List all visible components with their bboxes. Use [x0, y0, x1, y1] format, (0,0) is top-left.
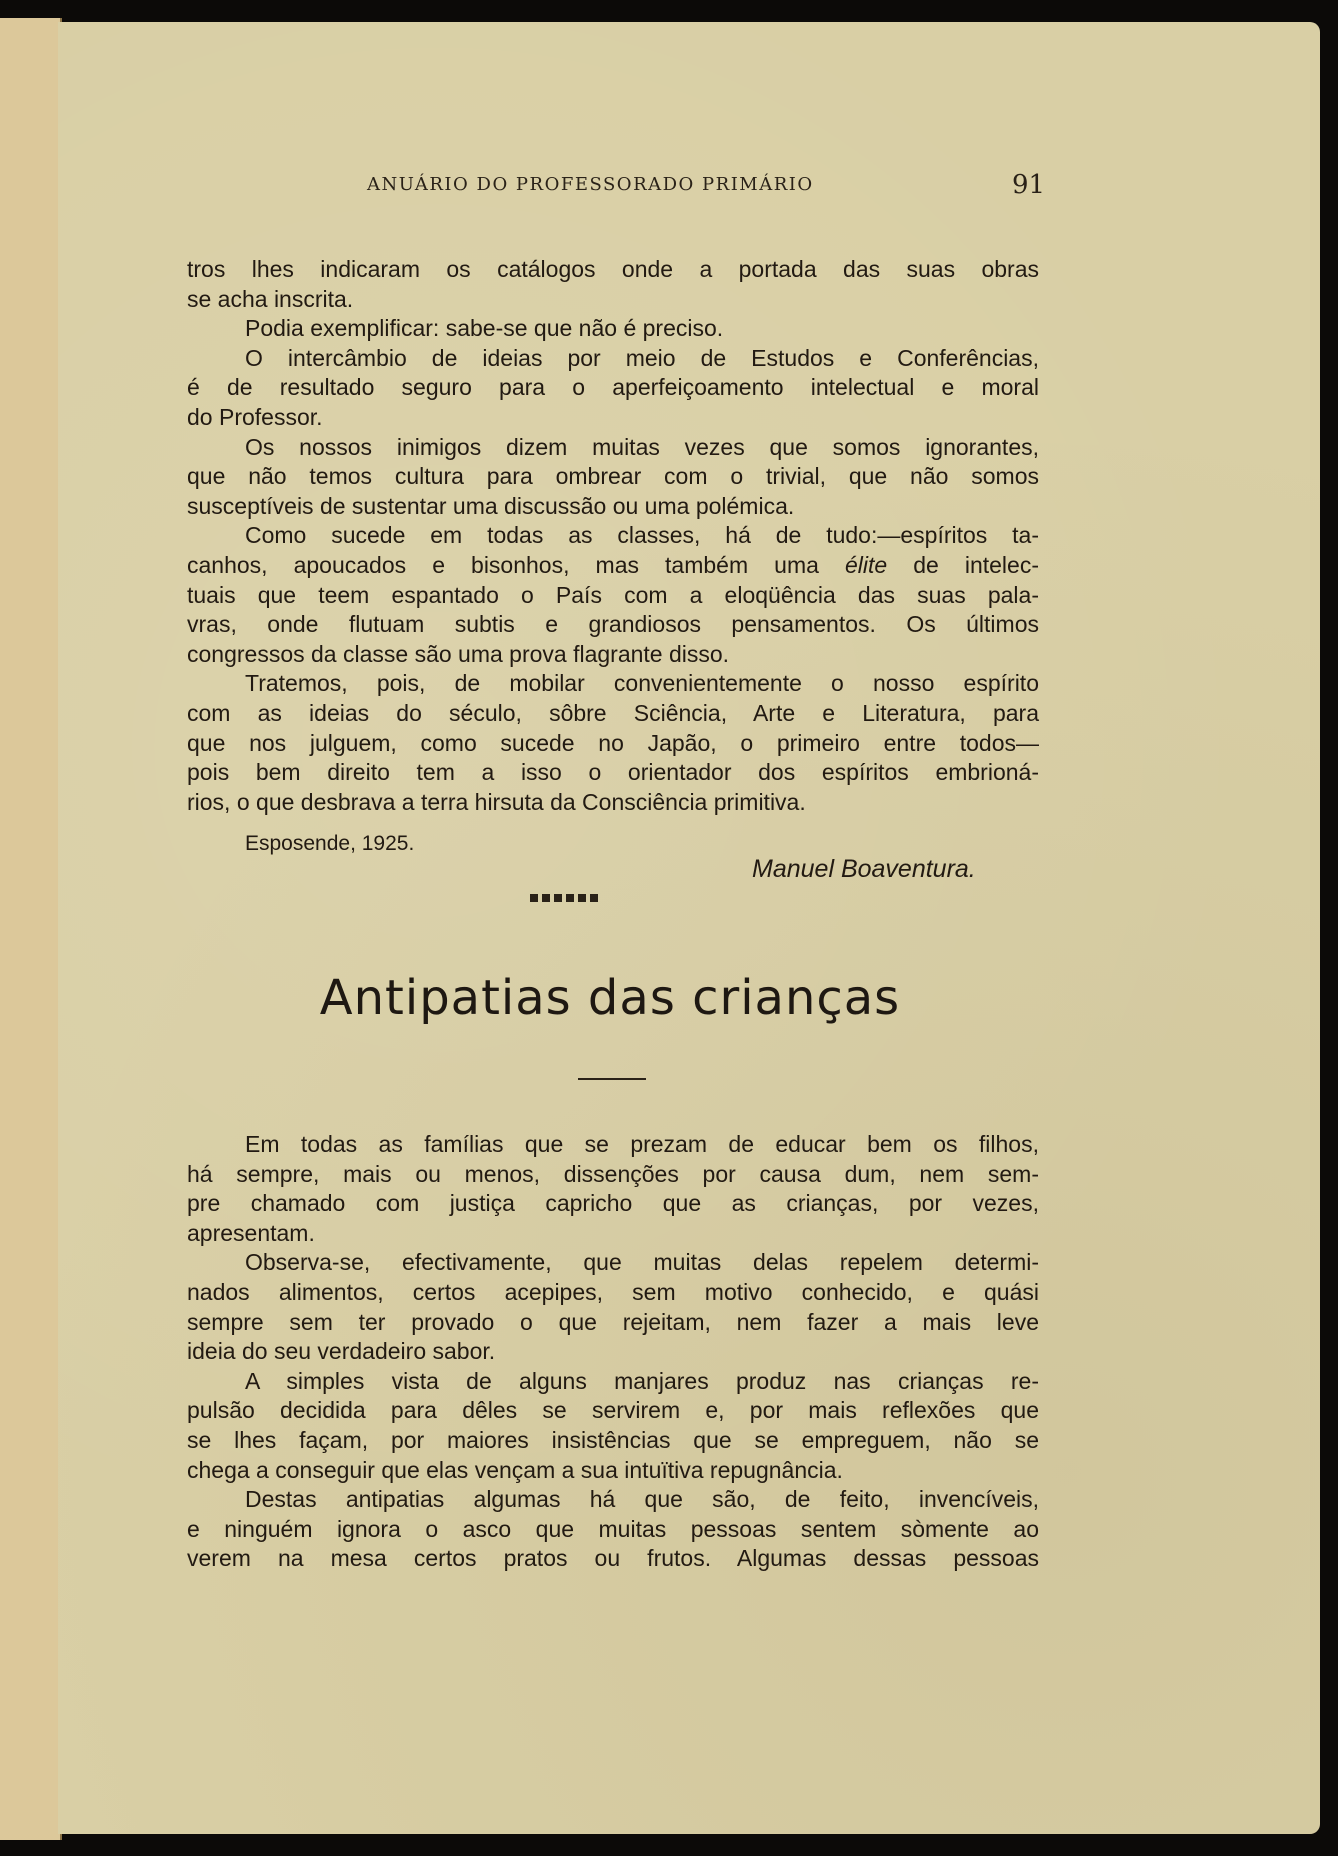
text-line: Observa-se, efectivamente, que muitas delas repelem determi- [245, 1249, 1039, 1276]
running-head [0, 170, 1338, 200]
text-line: ideia do seu verdadeiro sabor. [187, 1338, 496, 1365]
text-line: e ninguém ignora o asco que muitas pessoas sentem sòmente ao [187, 1515, 1039, 1542]
text-line: Podia exemplificar: sabe-se que não é preciso. [245, 315, 724, 342]
text-line: tuais que teem espantado o País com a eloqüência das suas pala- [187, 581, 1039, 608]
ornament-square [578, 894, 586, 902]
ornament-square [566, 894, 574, 902]
italic-word: élite [844, 551, 888, 578]
dateline: Esposende, 1925. [245, 832, 415, 855]
ornament-square [590, 894, 598, 902]
text-line: nados alimentos, certos acepipes, sem motivo conhecido, e quási [187, 1278, 1039, 1305]
text-line: vras, onde flutuam subtis e grandiosos pensamentos. Os últimos [187, 611, 1039, 638]
text-line: rios, o que desbrava a terra hirsuta da Consciência primitiva. [187, 788, 806, 815]
text-line: que não temos cultura para ombrear com o trivial, que não somos [187, 463, 1039, 490]
text-line: do Professor. [187, 403, 323, 430]
ornament-square [542, 894, 550, 902]
text-line: com as ideias do século, sôbre Sciência, Arte e Literatura, para [187, 699, 1039, 726]
text-line: chega a conseguir que elas vençam a sua intuïtiva repugnância. [187, 1456, 843, 1483]
ornament-square [554, 894, 562, 902]
text-line: sempre sem ter provado o que rejeitam, nem fazer a mais leve [187, 1308, 1039, 1335]
text-line: Como sucede em todas as classes, há de tudo:—espíritos ta- [245, 522, 1039, 549]
article-body-text [187, 1130, 1039, 1574]
text-line: se acha inscrita. [187, 285, 354, 312]
running-title: ANUÁRIO DO PROFESSORADO PRIMÁRIO [367, 174, 814, 195]
text-line: O intercâmbio de ideias por meio de Estudos e Conferências, [245, 344, 1039, 371]
text-line: A simples vista de alguns manjares produz nas crianças re- [245, 1367, 1039, 1394]
text-line: pois bem direito tem a isso o orientador dos espíritos embrioná- [187, 759, 1039, 786]
text-line: verem na mesa certos pratos ou frutos. Algumas dessas pessoas [187, 1545, 1039, 1572]
text-line: Destas antipatias algumas há que são, de feito, invencíveis, [245, 1486, 1039, 1513]
ornament-square [530, 894, 538, 902]
text-line: Tratemos, pois, de mobilar convenientemente o nosso espírito [245, 670, 1039, 697]
text-line: Em todas as famílias que se prezam de educar bem os filhos, [245, 1131, 1039, 1157]
text-line: tros lhes indicaram os catálogos onde a portada das suas obras [187, 256, 1039, 282]
previous-article-text [187, 255, 1039, 817]
text-line: congressos da classe são uma prova flagrante disso. [187, 640, 730, 667]
text-line: canhos, apoucados e bisonhos, mas também uma élite de intelec- [187, 551, 1039, 578]
section-ornament [530, 894, 598, 902]
text-line: pulsão decidida para dêles se servirem e, por mais reflexões que [187, 1397, 1039, 1424]
text-line: há sempre, mais ou menos, dissenções por causa dum, nem sem- [187, 1160, 1039, 1187]
text-line: é de resultado seguro para o aperfeiçoamento intelectual e moral [187, 374, 1039, 401]
text-line: Os nossos inimigos dizem muitas vezes que somos ignorantes, [245, 433, 1039, 460]
author-signature: Manuel Boaventura. [752, 855, 976, 883]
text-line: susceptíveis de sustentar uma discussão ou uma polémica. [187, 492, 795, 519]
article-title: Antipatias das crianças [319, 970, 901, 1026]
title-rule [578, 1078, 646, 1080]
text-line: se lhes façam, por maiores insistências que se empreguem, não se [187, 1426, 1039, 1453]
page-stack-edge [0, 18, 62, 1840]
text-line: apresentam. [187, 1219, 315, 1246]
page-number: 91 [1012, 170, 1046, 200]
text-line: que nos julguem, como sucede no Japão, o primeiro entre todos— [187, 729, 1039, 756]
text-line: pre chamado com justiça capricho que as crianças, por vezes, [187, 1190, 1039, 1217]
